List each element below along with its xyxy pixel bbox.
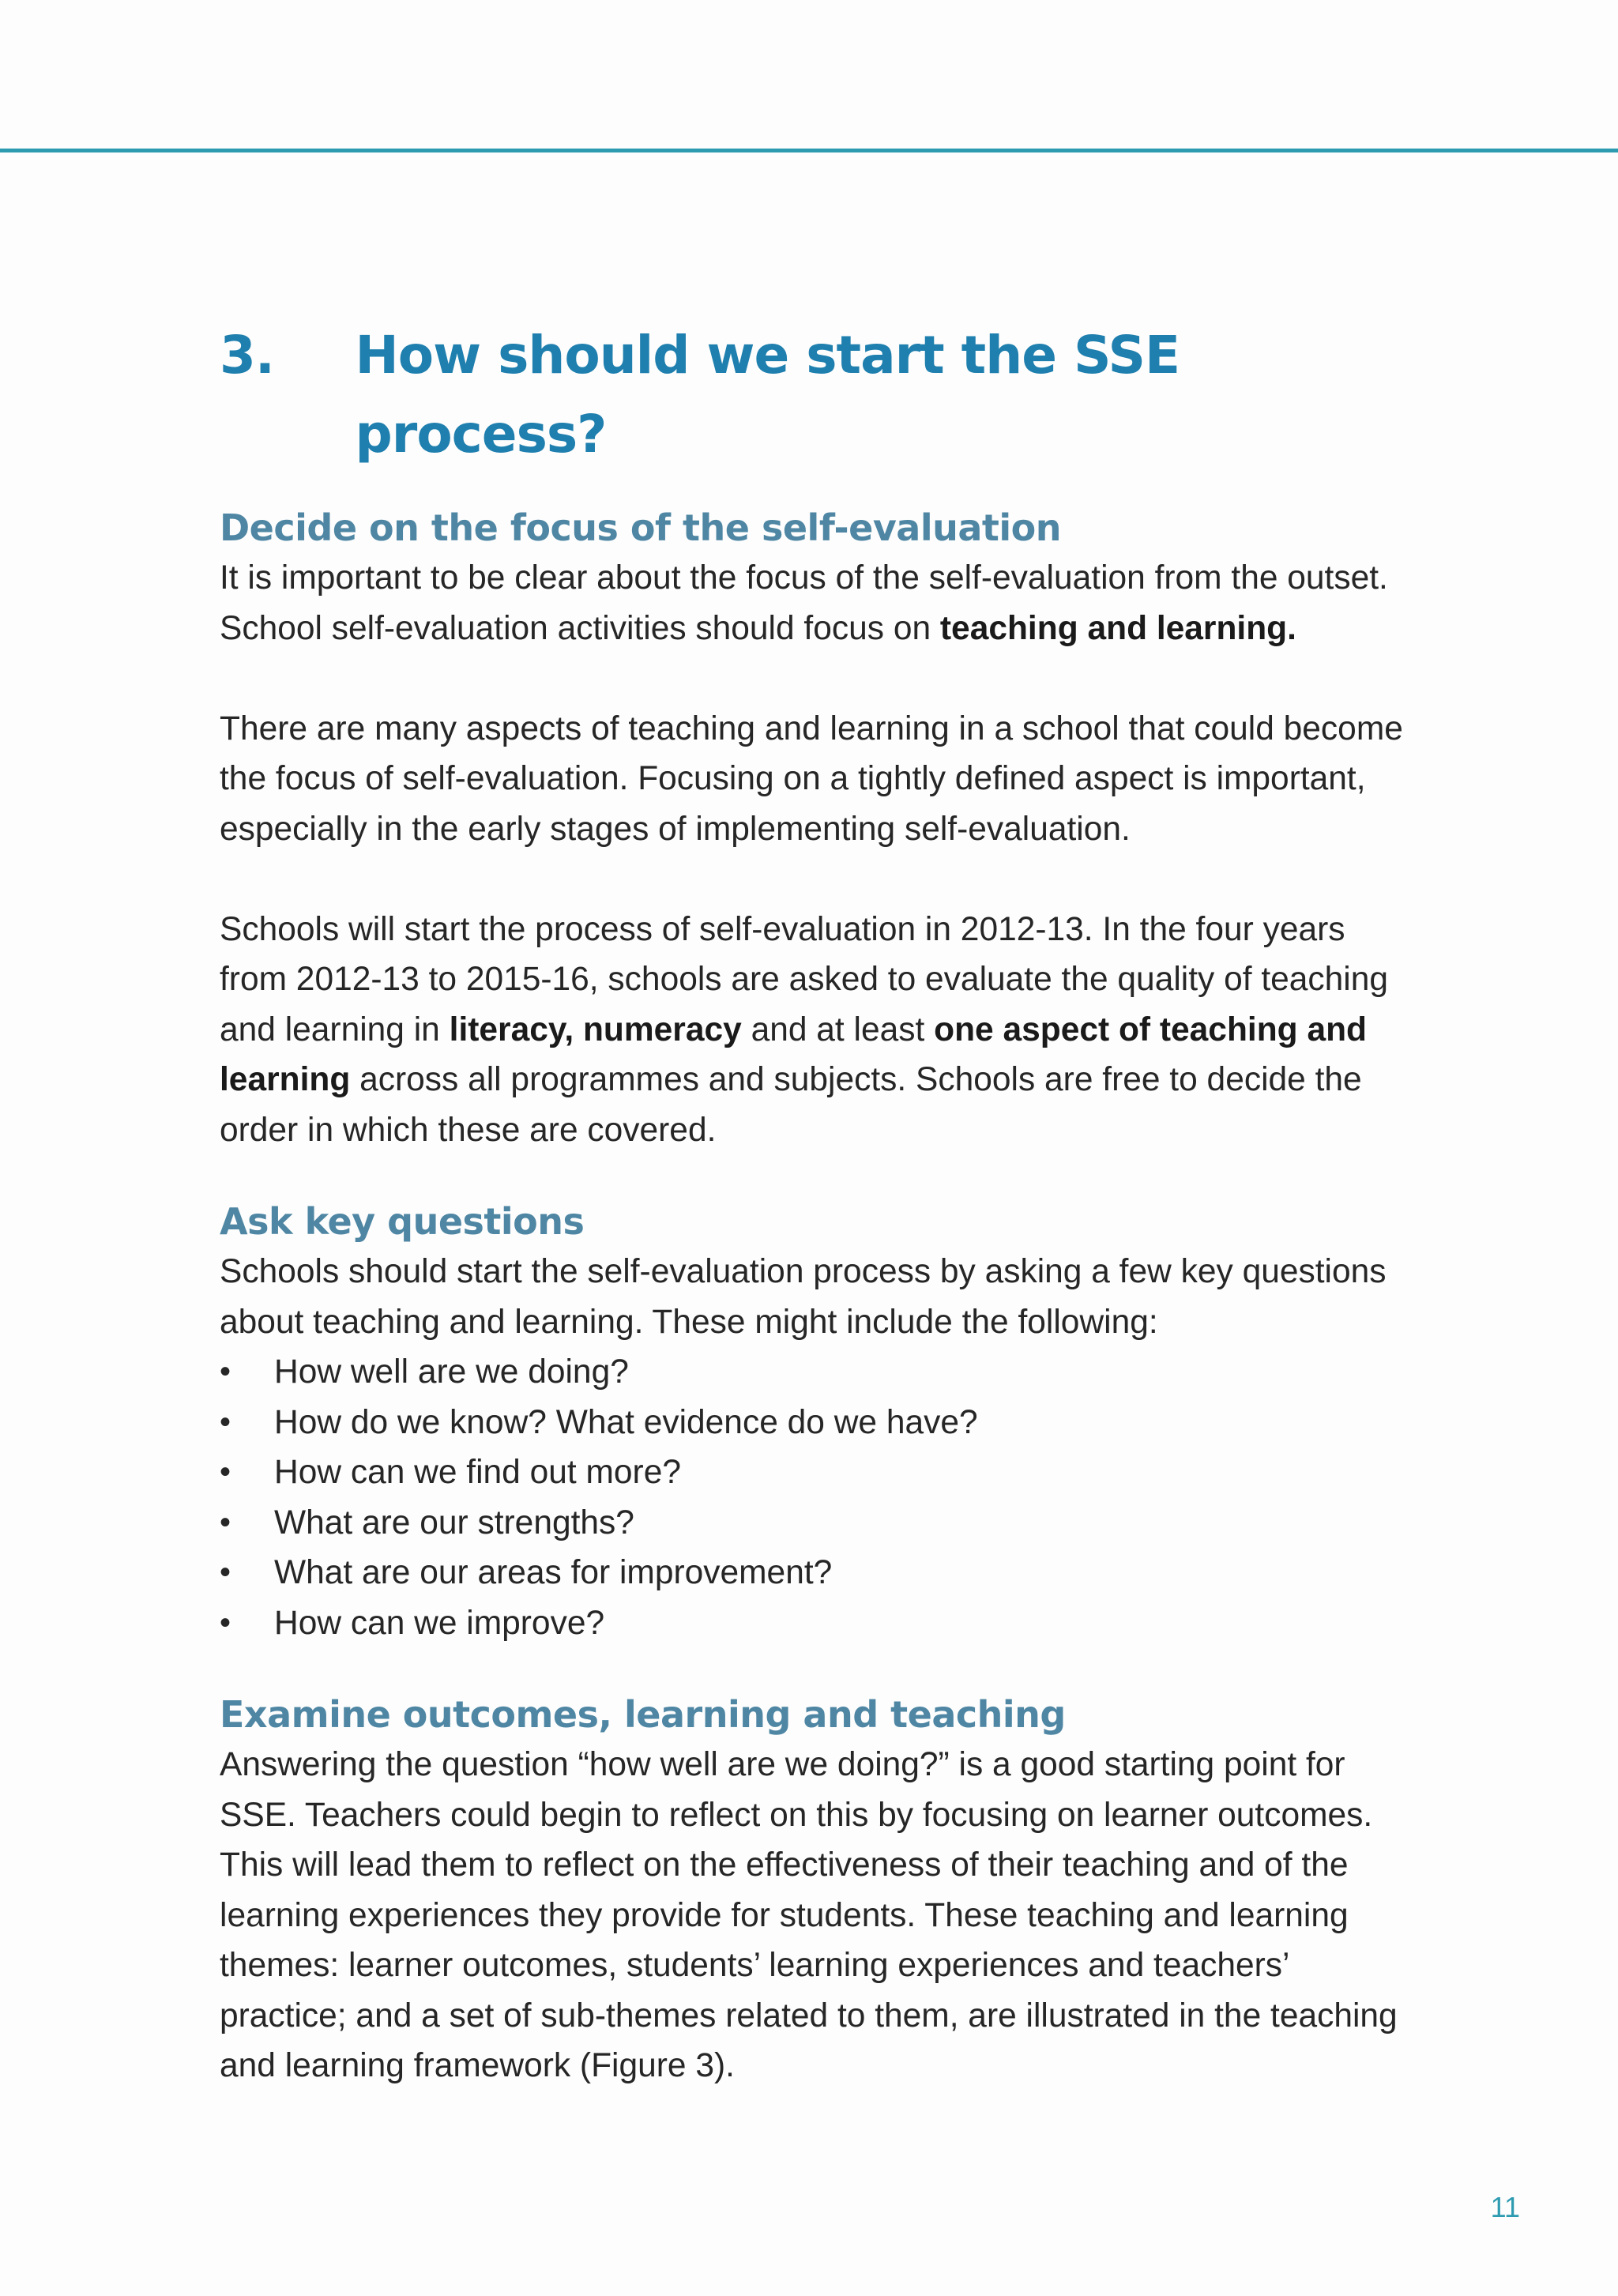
- bullet-icon: •: [220, 1504, 231, 1540]
- bold-text: teaching and learning.: [939, 609, 1296, 647]
- paragraph-examine: Answering the question “how well are we doing?” is a good starting point for SSE. Teachers could begin to reflect on this by focusing on learner outcomes. This will lead them to reflect on the effectiveness of their teaching and of the learning experiences they provide for students. These teaching and learning themes: learner outcomes, students’ learning experiences and teachers’ practice; and a set of sub-themes related to them, are illustrated in the teaching and learning framework (Figure 3).: [220, 1746, 1398, 2084]
- bullet-icon: •: [220, 1605, 231, 1640]
- section-ask-questions: [220, 1196, 1420, 1648]
- section-heading-decide-focus: Decide on the focus of the self-evaluation: [220, 506, 1062, 549]
- chapter-number: 3.: [220, 325, 274, 386]
- list-item: [220, 1498, 1420, 1549]
- list-item: [220, 1598, 1420, 1649]
- bold-text: literacy, numeracy: [449, 1011, 742, 1048]
- bullet-icon: •: [220, 1354, 231, 1389]
- paragraph-text: and at least: [741, 1011, 935, 1048]
- list-item: [220, 1347, 1420, 1398]
- paragraph-text: across all programmes and subjects. Schools are free to decide the order in which these are covered.: [220, 1061, 1362, 1149]
- top-divider-rule: [0, 149, 1618, 152]
- list-item-text: How can we improve?: [274, 1604, 605, 1642]
- list-item-text: How can we find out more?: [274, 1454, 681, 1491]
- bullet-icon: •: [220, 1555, 231, 1590]
- bullet-icon: •: [220, 1455, 231, 1489]
- paragraph-questions-intro: Schools should start the self-evaluation process by asking a few key questions about teaching and learning. These might include the following:: [220, 1253, 1387, 1341]
- list-item-text: How well are we doing?: [274, 1353, 629, 1391]
- chapter-title: How should we start the SSE process?: [355, 325, 1180, 465]
- section-heading-examine-outcomes: Examine outcomes, learning and teaching: [220, 1693, 1066, 1736]
- paragraph-aspects: There are many aspects of teaching and learning in a school that could become the focus of self-evaluation. Focusing on a tightly defined aspect is important, especially in the early stages of implementing self-evaluation.: [220, 710, 1403, 848]
- list-item-text: What are our areas for improvement?: [274, 1554, 833, 1591]
- section-decide-focus: [220, 502, 1420, 1155]
- paragraph-text: It is important to be clear about the focus of the self-evaluation from the outset. School self-evaluation activities should focus on: [220, 559, 1388, 647]
- paragraph-focus-intro: [220, 553, 1420, 653]
- list-item: [220, 1548, 1420, 1598]
- section-examine-outcomes: [220, 1689, 1420, 2091]
- paragraph-timeline: [220, 905, 1420, 1156]
- list-item-text: How do we know? What evidence do we have?: [274, 1403, 978, 1441]
- chapter-heading: [220, 316, 1420, 474]
- key-questions-list: [220, 1347, 1420, 1648]
- bullet-icon: •: [220, 1404, 231, 1440]
- list-item-text: What are our strengths?: [274, 1504, 634, 1541]
- bold-text: one aspect of teaching and learning: [220, 1011, 1367, 1098]
- paragraph-text: Schools will start the process of self-evaluation in 2012-13. In the four years from 2012-13 to 2015-16, schools are asked to evaluate the quality of teaching and learning in: [220, 910, 1389, 1048]
- page-number: 11: [1490, 2191, 1520, 2223]
- list-item: [220, 1398, 1420, 1448]
- list-item: [220, 1447, 1420, 1498]
- section-heading-ask-questions: Ask key questions: [220, 1200, 585, 1243]
- page-content: [220, 316, 1420, 2091]
